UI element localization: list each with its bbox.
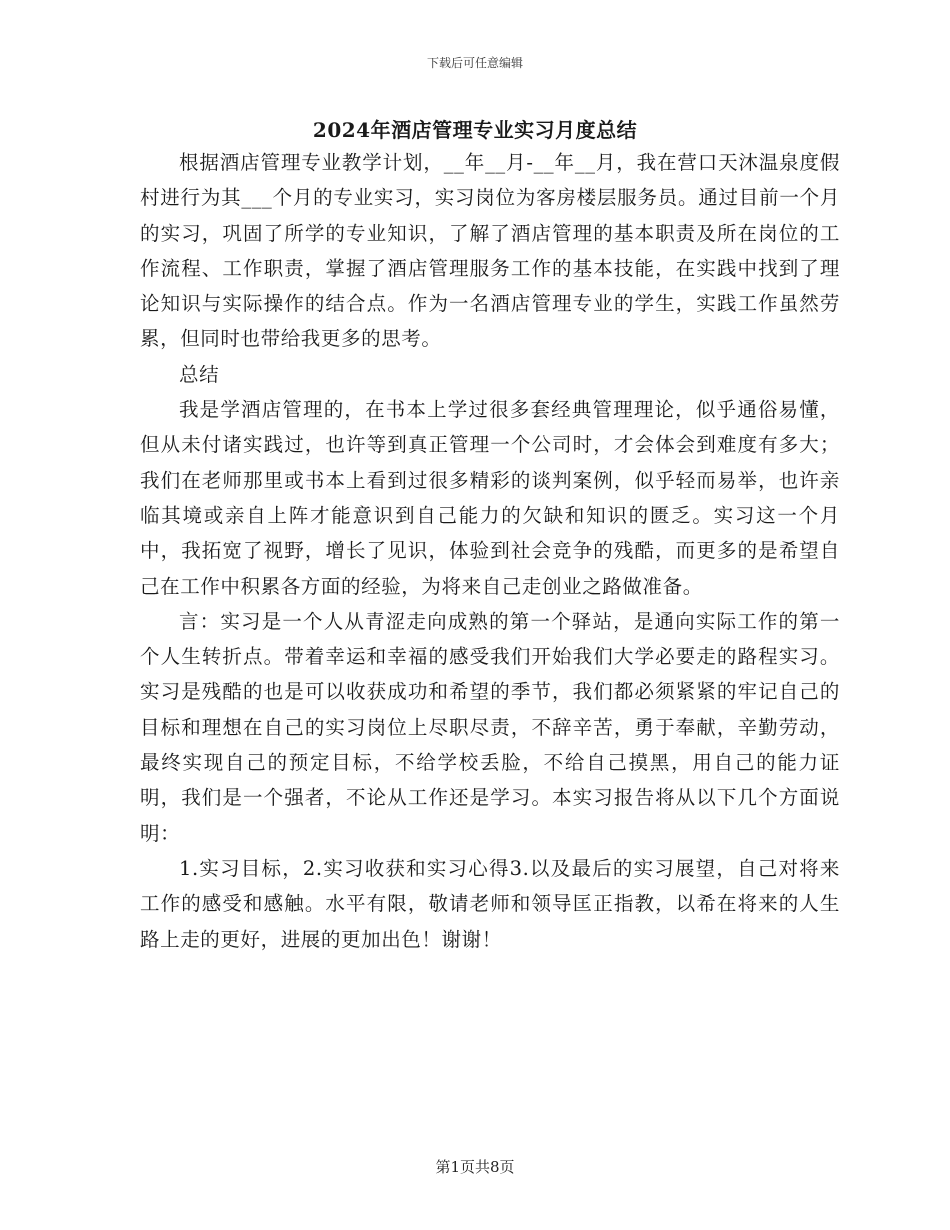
document-title: 2024年酒店管理专业实习月度总结 bbox=[312, 118, 638, 142]
paragraph-summary-heading: 总结 bbox=[179, 362, 220, 386]
document-body bbox=[140, 145, 840, 957]
page-number: 第1页共8页 bbox=[435, 1158, 515, 1176]
paragraph-intro: 根据酒店管理专业教学计划，__年__月-__年__月，我在营口天沐温泉度假村进行为其___个月的专业实习，实习岗位为客房楼层服务员。通过目前一个月的实习，巩固了所学的专业知识，了解了酒店管理的基本职责及所在岗位的工作流程、工作职责，掌握了酒店管理服务工作的基本技能，在实践中找到了理论知识与实际操作的结合点。作为一名酒店管理专业的学生，实践工作虽然劳累，但同时也带给我更多的思考。 bbox=[140, 151, 840, 351]
page-header-note: 下载后可任意编辑 bbox=[426, 56, 523, 70]
paragraph-outline: 1.实习目标，2.实习收获和实习心得3.以及最后的实习展望，自己对将来工作的感受和感触。水平有限，敬请老师和领导匡正指教，以希在将来的人生路上走的更好，进展的更加出色！谢谢！ bbox=[140, 856, 840, 951]
paragraph-reflection: 我是学酒店管理的，在书本上学过很多套经典管理理论，似乎通俗易懂，但从未付诸实践过，也许等到真正管理一个公司时，才会体会到难度有多大；我们在老师那里或书本上看到过很多精彩的谈判案例，似乎轻而易举，也许亲临其境或亲自上阵才能意识到自己能力的欠缺和知识的匮乏。实习这一个月中，我拓宽了视野，增长了见识，体验到社会竞争的残酷，而更多的是希望自己在工作中积累各方面的经验，为将来自己走创业之路做准备。 bbox=[140, 398, 840, 598]
paragraph-preface: 言：实习是一个人从青涩走向成熟的第一个驿站，是通向实际工作的第一个人生转折点。带着幸运和幸福的感受我们开始我们大学必要走的路程实习。实习是残酷的也是可以收获成功和希望的季节，我们都必须紧紧的牢记自己的目标和理想在自己的实习岗位上尽职尽责，不辞辛苦，勇于奉献，辛勤劳动，最终实现自己的预定目标，不给学校丢脸，不给自己摸黑，用自己的能力证明，我们是一个强者，不论从工作还是学习。本实习报告将从以下几个方面说明： bbox=[140, 609, 840, 845]
